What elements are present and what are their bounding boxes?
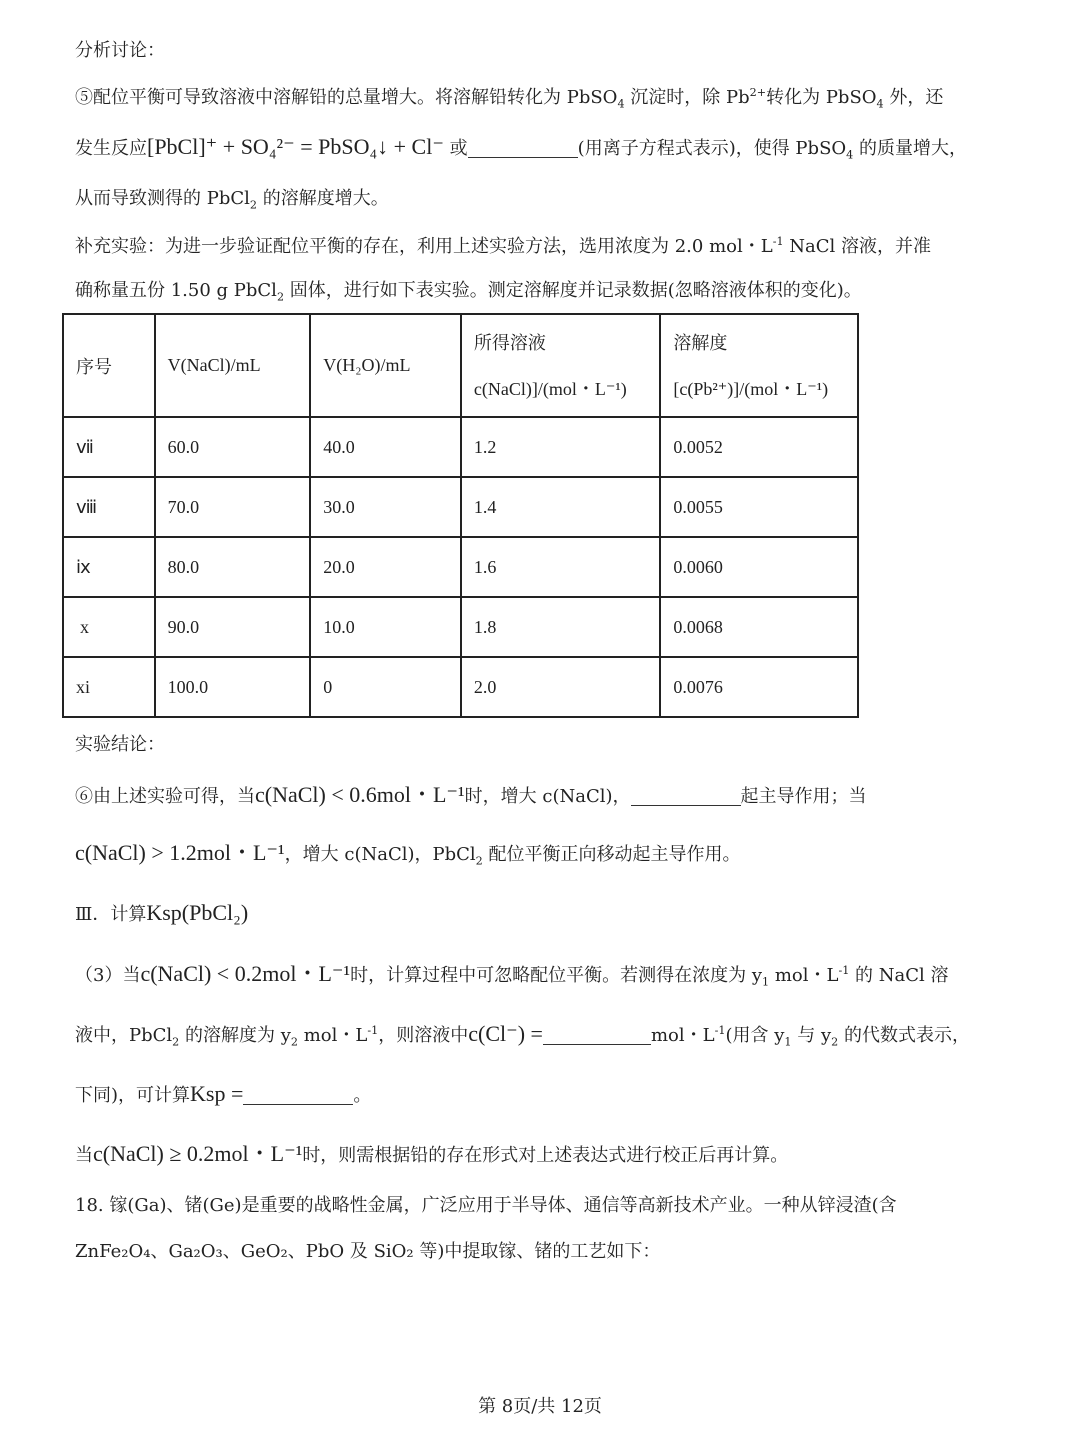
question-3-line1: （3）当c(NaCl) < 0.2mol・L⁻¹时，计算过程中可忽略配位平衡。若测得在浓度为 $y_1$ mol・$L^{-1}$ 的 NaCl 溶 (75, 961, 949, 989)
condition-gt-1-2: c(NaCl) > 1.2mol・L⁻¹ (75, 840, 285, 865)
question-18-line1: 18. 镓(Ga)、锗(Ge)是重要的战略性金属，广泛应用于半导体、通信等高新技术产业。一种从锌浸渣(含 (75, 1195, 897, 1216)
cell-solubility: 0.0076 (660, 657, 858, 717)
question-3-line3: 下同)，可计算Ksp = 。 (75, 1081, 372, 1106)
condition-ge-0-2: c(NaCl) ≥ 0.2mol・L⁻¹ (93, 1141, 303, 1166)
answer-blank-ksp (243, 1086, 353, 1105)
cell-v-h2o: 10.0 (310, 597, 461, 657)
table-header-row (63, 314, 858, 417)
cell-id: x (63, 597, 155, 657)
cell-id: ⅷ (63, 477, 155, 537)
question-3-line4: 当c(NaCl) ≥ 0.2mol・L⁻¹时，则需根据铅的存在形式对上述表达式进行校正后再计算。 (75, 1141, 789, 1166)
table-row (63, 597, 858, 657)
supplement-line1: 补充实验：为进一步验证配位平衡的存在，利用上述实验方法，选用浓度为 2.0 mol・$L^{-1}$ NaCl 溶液，并准 (75, 235, 932, 257)
cell-v-h2o: 30.0 (310, 477, 461, 537)
question-18-line2: ZnFe₂O₄、Ga₂O₃、GeO₂、PbO 及 SiO₂ 等)中提取镓、锗的工艺如下： (75, 1241, 661, 1262)
condition-lt-0-6: c(NaCl) < 0.6mol・L⁻¹ (255, 782, 465, 807)
cell-id: xi (63, 657, 155, 717)
cell-v-nacl: 80.0 (155, 537, 311, 597)
cell-id: ⅸ (63, 537, 155, 597)
cell-id: ⅶ (63, 417, 155, 477)
answer-blank-cl (543, 1026, 651, 1045)
cell-c-nacl: 1.8 (461, 597, 661, 657)
paragraph-5-line1: ⑤配位平衡可导致溶液中溶解铅的总量增大。将溶解铅转化为 PbSO$_4$ 沉淀时，除 $Pb^{2+}$转化为 PbSO$_4$ 外，还 (75, 86, 944, 111)
table-row (63, 657, 858, 717)
cell-c-nacl: 1.2 (461, 417, 661, 477)
answer-blank-dominant (631, 787, 741, 806)
cell-solubility: 0.0068 (660, 597, 858, 657)
paragraph-6-line2: c(NaCl) > 1.2mol・L⁻¹，增大 c(NaCl)，PbCl$_2$ 配位平衡正向移动起主导作用。 (75, 840, 741, 868)
cell-v-h2o: 40.0 (310, 417, 461, 477)
table-row (63, 537, 858, 597)
paragraph-6-line1: ⑥由上述实验可得，当c(NaCl) < 0.6mol・L⁻¹时，增大 c(NaCl)， 起主导作用；当 (75, 782, 867, 807)
reaction-equation: [PbCl]⁺ + SO₄²⁻ = PbSO₄↓ + Cl⁻ (147, 134, 444, 159)
cell-v-nacl: 70.0 (155, 477, 311, 537)
header-index: 序号 (63, 314, 155, 417)
paragraph-5-line3: 从而导致测得的 PbCl$_2$ 的溶解度增大。 (75, 188, 389, 212)
supplement-line2: 确称量五份 1.50 g PbCl$_2$ 固体，进行如下表实验。测定溶解度并记录数据(忽略溶液体积的变化)。 (75, 280, 862, 304)
header-v-nacl: V(NaCl)/mL (155, 314, 311, 417)
table-row (63, 417, 858, 477)
cell-v-nacl: 100.0 (155, 657, 311, 717)
cell-solubility: 0.0055 (660, 477, 858, 537)
cell-v-h2o: 20.0 (310, 537, 461, 597)
cell-c-nacl: 2.0 (461, 657, 661, 717)
cell-c-nacl: 1.4 (461, 477, 661, 537)
cell-v-h2o: 0 (310, 657, 461, 717)
analysis-heading: 分析讨论： (75, 40, 165, 61)
header-solubility: 溶解度 [c(Pb²⁺)]/(mol・L⁻¹) (660, 314, 858, 417)
cell-v-nacl: 90.0 (155, 597, 311, 657)
question-3-line2: 液中，PbCl$_2$ 的溶解度为 $y_2$ mol・$L^{-1}$，则溶液中c(Cl⁻) = mol・$L^{-1}$(用含 $y_1$ 与 $y_2$ 的代数式表示， (75, 1021, 970, 1049)
table-row (63, 477, 858, 537)
cell-solubility: 0.0052 (660, 417, 858, 477)
conclusion-heading: 实验结论： (75, 734, 165, 755)
page-footer: 第 8页/共 12页 (478, 1396, 602, 1417)
section-3-title: Ⅲ．计算Ksp(PbCl₂) (75, 900, 249, 925)
cell-c-nacl: 1.6 (461, 537, 661, 597)
cell-solubility: 0.0060 (660, 537, 858, 597)
header-c-nacl: 所得溶液 c(NaCl)]/(mol・L⁻¹) (461, 314, 661, 417)
answer-blank-equation (468, 139, 578, 158)
header-v-h2o: V(H₂O)/mL (310, 314, 461, 417)
paragraph-5-line2: 发生反应[PbCl]⁺ + SO₄²⁻ = PbSO₄↓ + Cl⁻ 或 (用离子方程式表示)，使得 PbSO$_4$ 的质量增大， (75, 134, 968, 162)
condition-lt-0-2: c(NaCl) < 0.2mol・L⁻¹ (140, 961, 351, 986)
experiment-table (62, 313, 859, 718)
cell-v-nacl: 60.0 (155, 417, 311, 477)
